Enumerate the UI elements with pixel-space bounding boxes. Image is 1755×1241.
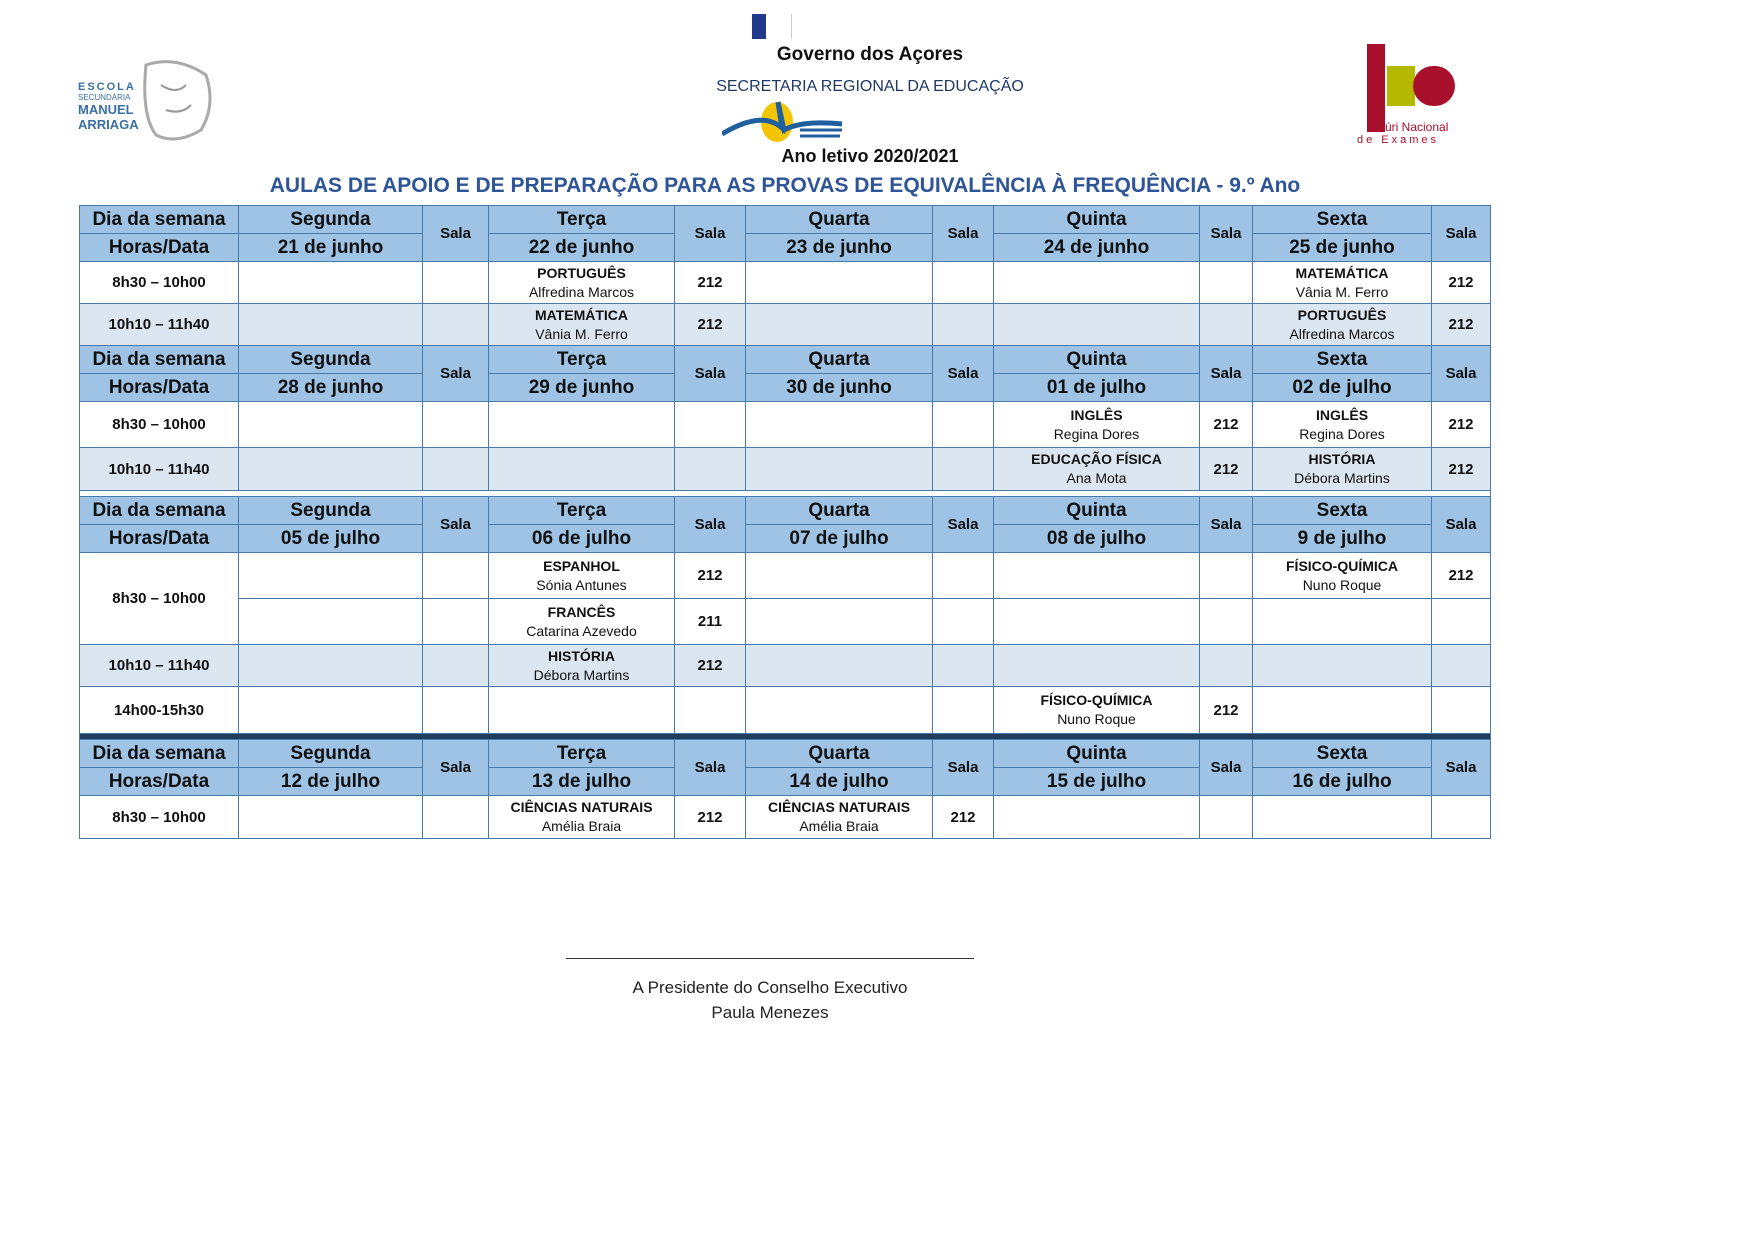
room-header: Sala xyxy=(933,497,994,553)
room-number: 212 xyxy=(1432,262,1491,304)
room-header: Sala xyxy=(675,206,746,262)
table-row xyxy=(80,304,1491,346)
signature-line xyxy=(566,958,974,959)
empty-cell xyxy=(746,448,933,491)
teacher: Regina Dores xyxy=(1299,425,1385,442)
time-slot: 8h30 – 10h00 xyxy=(80,262,239,304)
room-header: Sala xyxy=(675,740,746,796)
empty-cell xyxy=(746,645,933,687)
day-header: Quarta xyxy=(746,740,933,768)
class-cell xyxy=(994,402,1200,448)
empty-room-cell xyxy=(423,262,489,304)
room-header: Sala xyxy=(1200,346,1253,402)
date-header: 30 de junho xyxy=(746,374,933,402)
empty-room-cell xyxy=(933,304,994,346)
header-row-dates xyxy=(80,525,1491,553)
date-header: 05 de julho xyxy=(239,525,423,553)
empty-room-cell xyxy=(933,599,994,645)
empty-cell xyxy=(239,262,423,304)
room-header: Sala xyxy=(423,740,489,796)
header-row-dates xyxy=(80,234,1491,262)
class-cell xyxy=(489,304,675,346)
school-logo: ESCOLA SECUNDÁRIA MANUEL ARRIAGA xyxy=(66,55,216,147)
date-header: 13 de julho xyxy=(489,768,675,796)
day-header: Segunda xyxy=(239,740,423,768)
empty-cell xyxy=(746,599,933,645)
empty-cell xyxy=(489,402,675,448)
day-header: Quarta xyxy=(746,206,933,234)
class-cell xyxy=(1253,553,1432,599)
room-header: Sala xyxy=(1432,206,1491,262)
table-row xyxy=(80,262,1491,304)
empty-room-cell xyxy=(933,448,994,491)
room-number: 212 xyxy=(675,796,746,839)
azores-flag-icon xyxy=(752,14,766,39)
day-header: Sexta xyxy=(1253,346,1432,374)
subject: INGLÊS xyxy=(1070,406,1123,423)
empty-room-cell xyxy=(933,645,994,687)
room-number: 212 xyxy=(1432,553,1491,599)
subject: HISTÓRIA xyxy=(1308,451,1376,467)
day-header: Terça xyxy=(489,346,675,374)
date-header: 9 de julho xyxy=(1253,525,1432,553)
empty-cell xyxy=(239,645,423,687)
empty-cell xyxy=(746,262,933,304)
empty-room-cell xyxy=(933,262,994,304)
empty-room-cell xyxy=(423,448,489,491)
signatory-name: Paula Menezes xyxy=(711,1003,829,1022)
room-header: Sala xyxy=(1432,497,1491,553)
day-header: Quinta xyxy=(994,497,1200,525)
date-header: 01 de julho xyxy=(994,374,1200,402)
room-header: Sala xyxy=(1432,740,1491,796)
room-header: Sala xyxy=(423,206,489,262)
empty-room-cell xyxy=(1200,796,1253,839)
label-hours: Horas/Data xyxy=(80,768,239,796)
empty-cell xyxy=(239,304,423,346)
room-number: 212 xyxy=(1432,448,1491,491)
page-title: AULAS DE APOIO E DE PREPARAÇÃO PARA AS PROVAS DE EQUIVALÊNCIA À FREQUÊNCIA - 9.º Ano xyxy=(269,174,1301,197)
empty-room-cell xyxy=(675,402,746,448)
table-row xyxy=(80,796,1491,839)
label-hours: Horas/Data xyxy=(80,234,239,262)
empty-room-cell xyxy=(1432,687,1491,734)
empty-cell xyxy=(994,645,1200,687)
secretaria-name: SECRETARIA REGIONAL DA EDUCAÇÃO xyxy=(716,78,1024,95)
teacher: Sónia Antunes xyxy=(536,576,627,593)
label-day: Dia da semana xyxy=(80,497,239,525)
day-header: Terça xyxy=(489,206,675,234)
empty-room-cell xyxy=(423,553,489,599)
room-number: 212 xyxy=(675,262,746,304)
empty-room-cell xyxy=(1432,645,1491,687)
label-day: Dia da semana xyxy=(80,346,239,374)
school-year: Ano letivo 2020/2021 xyxy=(781,146,959,166)
date-header: 06 de julho xyxy=(489,525,675,553)
table-row xyxy=(80,599,1491,645)
empty-cell xyxy=(1253,796,1432,839)
subject: CIÊNCIAS NATURAIS xyxy=(510,799,653,815)
table-row xyxy=(80,448,1491,491)
class-cell xyxy=(1253,448,1432,491)
day-header: Terça xyxy=(489,740,675,768)
government-name: Governo dos Açores xyxy=(776,44,964,65)
empty-cell xyxy=(994,553,1200,599)
empty-cell xyxy=(239,553,423,599)
table-row xyxy=(80,645,1491,687)
room-number: 212 xyxy=(1432,402,1491,448)
room-header: Sala xyxy=(675,497,746,553)
room-number: 211 xyxy=(675,599,746,645)
time-slot: 10h10 – 11h40 xyxy=(80,304,239,346)
empty-room-cell xyxy=(1200,645,1253,687)
time-slot: 10h10 – 11h40 xyxy=(80,645,239,687)
date-header: 08 de julho xyxy=(994,525,1200,553)
teacher: Débora Martins xyxy=(533,666,630,683)
date-header: 25 de junho xyxy=(1253,234,1432,262)
room-number: 212 xyxy=(675,553,746,599)
empty-room-cell xyxy=(1200,262,1253,304)
class-cell xyxy=(1253,402,1432,448)
class-cell xyxy=(489,645,675,687)
table-row xyxy=(80,687,1491,734)
empty-room-cell xyxy=(933,402,994,448)
empty-cell xyxy=(1253,645,1432,687)
empty-room-cell xyxy=(933,687,994,734)
empty-room-cell xyxy=(1432,796,1491,839)
empty-cell xyxy=(239,402,423,448)
subject: FÍSICO-QUÍMICA xyxy=(1286,557,1398,574)
label-day: Dia da semana xyxy=(80,206,239,234)
subject: MATEMÁTICA xyxy=(534,306,629,323)
empty-cell xyxy=(746,304,933,346)
header-row-days xyxy=(80,346,1491,374)
day-header: Quinta xyxy=(994,346,1200,374)
subject: MATEMÁTICA xyxy=(1295,264,1389,281)
teacher: Ana Mota xyxy=(1066,470,1127,486)
empty-room-cell xyxy=(423,687,489,734)
subject: PORTUGUÊS xyxy=(1297,306,1387,323)
date-header: 16 de julho xyxy=(1253,768,1432,796)
schedule-table xyxy=(79,205,1491,839)
day-header: Quarta xyxy=(746,346,933,374)
table-row xyxy=(80,553,1491,599)
empty-room-cell xyxy=(675,448,746,491)
empty-cell xyxy=(239,599,423,645)
empty-room-cell xyxy=(423,304,489,346)
teacher: Vânia M. Ferro xyxy=(535,325,628,342)
time-slot: 8h30 – 10h00 xyxy=(80,553,239,645)
day-header: Quarta xyxy=(746,497,933,525)
empty-room-cell xyxy=(423,796,489,839)
room-header: Sala xyxy=(933,346,994,402)
empty-room-cell xyxy=(1432,599,1491,645)
day-header: Sexta xyxy=(1253,497,1432,525)
empty-cell xyxy=(994,262,1200,304)
dre-logo xyxy=(722,100,846,146)
subject: FÍSICO-QUÍMICA xyxy=(1040,692,1153,708)
teacher: Nuno Roque xyxy=(1057,711,1136,727)
header-row-dates xyxy=(80,768,1491,796)
room-number: 212 xyxy=(1432,304,1491,346)
teacher: Amélia Braia xyxy=(541,818,622,834)
empty-room-cell xyxy=(933,553,994,599)
subject: FRANCÊS xyxy=(547,603,616,620)
empty-cell xyxy=(994,599,1200,645)
room-header: Sala xyxy=(1200,206,1253,262)
empty-room-cell xyxy=(1200,599,1253,645)
empty-cell xyxy=(1253,687,1432,734)
date-header: 24 de junho xyxy=(994,234,1200,262)
subject: INGLÊS xyxy=(1315,406,1369,423)
room-header: Sala xyxy=(423,497,489,553)
class-cell xyxy=(994,687,1200,734)
date-header: 14 de julho xyxy=(746,768,933,796)
jne-logo: úri Nacional de Exames xyxy=(1355,44,1460,148)
date-header: 07 de julho xyxy=(746,525,933,553)
empty-cell xyxy=(746,553,933,599)
empty-cell xyxy=(746,687,933,734)
time-slot: 8h30 – 10h00 xyxy=(80,402,239,448)
date-header: 12 de julho xyxy=(239,768,423,796)
room-header: Sala xyxy=(1200,497,1253,553)
class-cell xyxy=(489,553,675,599)
teacher: Alfredina Marcos xyxy=(1289,325,1395,342)
label-hours: Horas/Data xyxy=(80,374,239,402)
time-slot: 10h10 – 11h40 xyxy=(80,448,239,491)
date-header: 29 de junho xyxy=(489,374,675,402)
header-row-days xyxy=(80,206,1491,234)
subject: EDUCAÇÃO FÍSICA xyxy=(1031,451,1162,467)
day-header: Quinta xyxy=(994,206,1200,234)
teacher: Catarina Azevedo xyxy=(526,622,637,639)
label-day: Dia da semana xyxy=(80,740,239,768)
class-cell xyxy=(994,448,1200,491)
time-slot: 14h00-15h30 xyxy=(80,687,239,734)
table-row xyxy=(80,402,1491,448)
date-header: 22 de junho xyxy=(489,234,675,262)
empty-cell xyxy=(994,796,1200,839)
subject: PORTUGUÊS xyxy=(537,264,626,281)
teacher: Alfredina Marcos xyxy=(528,283,635,300)
subject: ESPANHOL xyxy=(543,557,620,574)
day-header: Segunda xyxy=(239,497,423,525)
signatory-role: A Presidente do Conselho Executivo xyxy=(632,978,908,997)
date-header: 02 de julho xyxy=(1253,374,1432,402)
day-header: Sexta xyxy=(1253,740,1432,768)
empty-room-cell xyxy=(423,402,489,448)
subject: CIÊNCIAS NATURAIS xyxy=(767,799,911,815)
day-header: Terça xyxy=(489,497,675,525)
room-header: Sala xyxy=(1432,346,1491,402)
time-slot: 8h30 – 10h00 xyxy=(80,796,239,839)
room-number: 212 xyxy=(1200,448,1253,491)
empty-cell xyxy=(994,304,1200,346)
empty-cell xyxy=(239,448,423,491)
date-header: 21 de junho xyxy=(239,234,423,262)
room-number: 212 xyxy=(675,645,746,687)
room-number: 212 xyxy=(1200,687,1253,734)
room-number: 212 xyxy=(933,796,994,839)
empty-room-cell xyxy=(1200,304,1253,346)
empty-room-cell xyxy=(675,687,746,734)
date-header: 23 de junho xyxy=(746,234,933,262)
empty-room-cell xyxy=(423,599,489,645)
empty-cell xyxy=(239,687,423,734)
class-cell xyxy=(489,262,675,304)
room-header: Sala xyxy=(933,206,994,262)
empty-cell xyxy=(489,687,675,734)
teacher: Regina Dores xyxy=(1053,425,1140,442)
room-header: Sala xyxy=(1200,740,1253,796)
date-header: 28 de junho xyxy=(239,374,423,402)
header-row-days xyxy=(80,497,1491,525)
header-row-dates xyxy=(80,374,1491,402)
room-header: Sala xyxy=(423,346,489,402)
room-number: 212 xyxy=(675,304,746,346)
empty-cell xyxy=(489,448,675,491)
day-header: Segunda xyxy=(239,346,423,374)
teacher: Débora Martins xyxy=(1294,470,1390,486)
room-header: Sala xyxy=(675,346,746,402)
class-cell xyxy=(746,796,933,839)
room-number: 212 xyxy=(1200,402,1253,448)
day-header: Segunda xyxy=(239,206,423,234)
empty-cell xyxy=(746,402,933,448)
day-header: Quinta xyxy=(994,740,1200,768)
class-cell xyxy=(489,599,675,645)
subject: HISTÓRIA xyxy=(548,647,615,664)
day-header: Sexta xyxy=(1253,206,1432,234)
room-header: Sala xyxy=(933,740,994,796)
label-hours: Horas/Data xyxy=(80,525,239,553)
header-row-days xyxy=(80,740,1491,768)
empty-room-cell xyxy=(423,645,489,687)
teacher: Vânia M. Ferro xyxy=(1295,283,1389,300)
empty-cell xyxy=(1253,599,1432,645)
class-cell xyxy=(489,796,675,839)
empty-cell xyxy=(239,796,423,839)
class-cell xyxy=(1253,262,1432,304)
class-cell xyxy=(1253,304,1432,346)
empty-room-cell xyxy=(1200,553,1253,599)
date-header: 15 de julho xyxy=(994,768,1200,796)
teacher: Amélia Braia xyxy=(799,818,879,834)
teacher: Nuno Roque xyxy=(1302,576,1382,593)
